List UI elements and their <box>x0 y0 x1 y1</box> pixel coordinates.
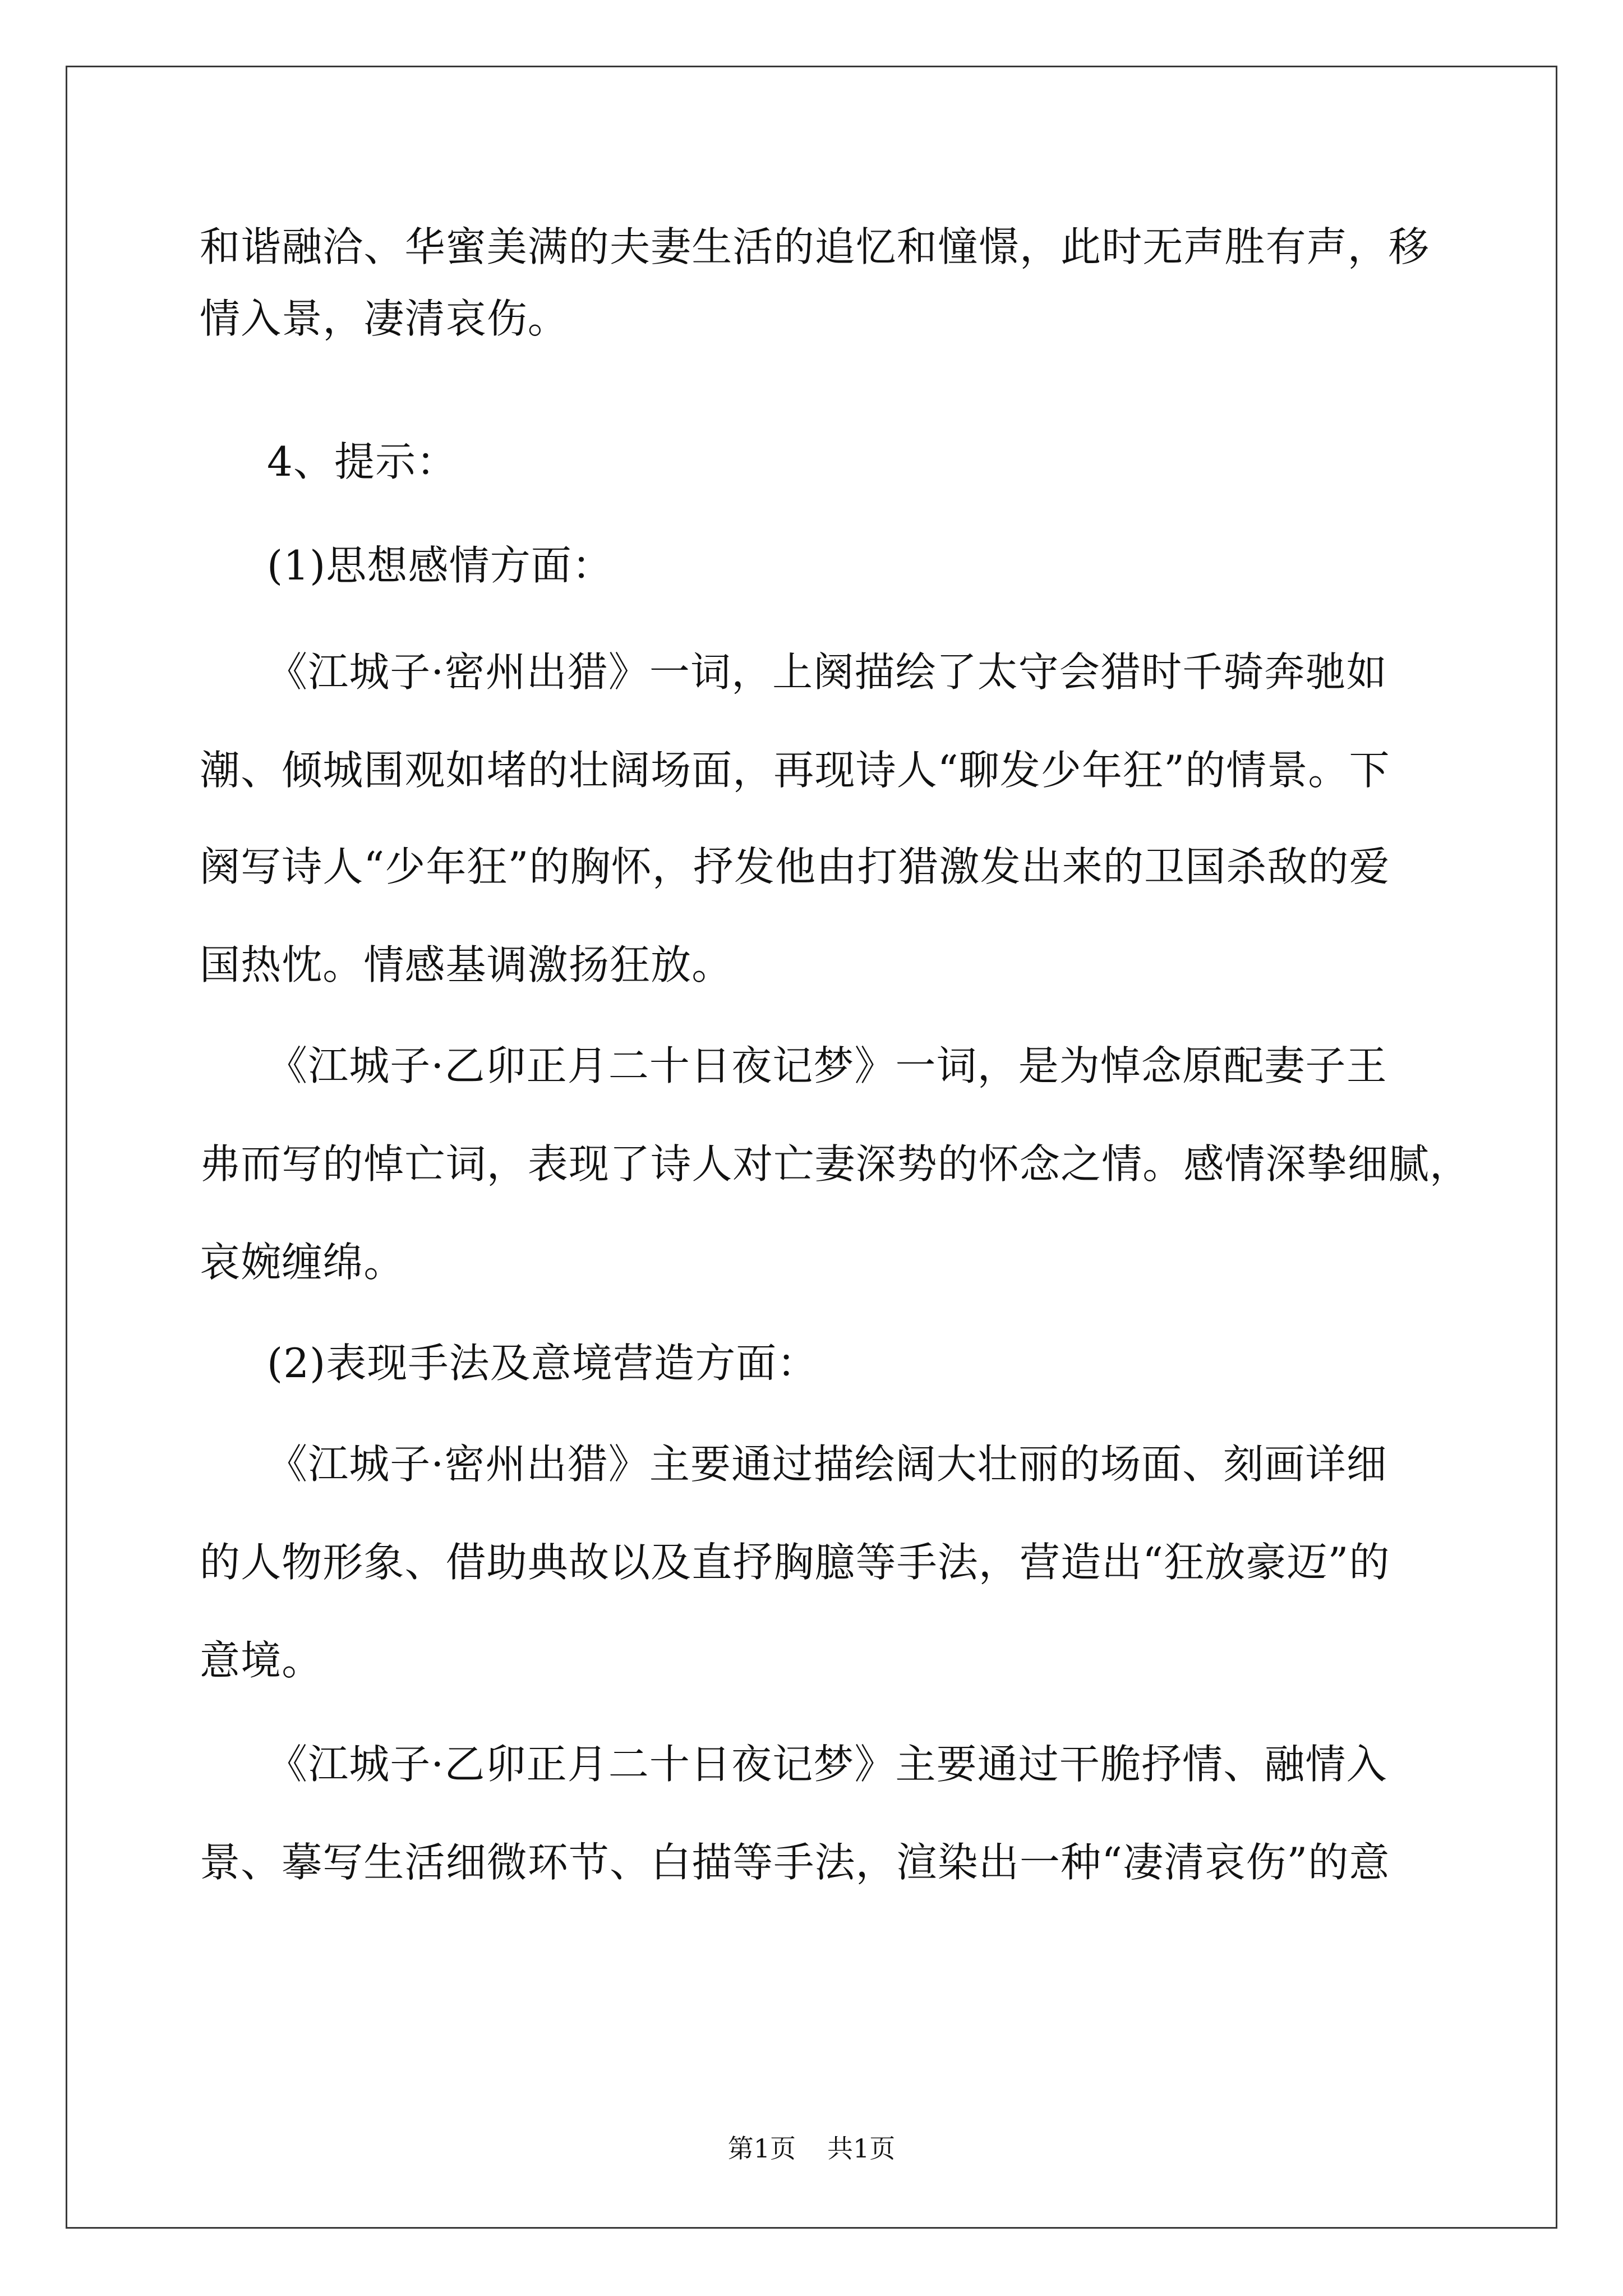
text-line: 阕写诗人“少年狂”的胸怀，抒发他由打猎激发出来的卫国杀敌的爱 <box>200 843 1390 890</box>
section-heading: 4、提示： <box>267 438 458 485</box>
subsection-heading: (1)思想感情方面： <box>267 542 613 589</box>
text-line: 潮、倾城围观如堵的壮阔场面，再现诗人“聊发少年狂”的情景。下 <box>200 747 1390 794</box>
text-line: 景、摹写生活细微环节、白描等手法，渲染出一种“凄清哀伤”的意 <box>200 1839 1390 1886</box>
text-line: 《江城子·密州出猎》主要通过描绘阔大壮丽的场面、刻画详细 <box>267 1441 1387 1488</box>
page-number-total: 共1页 <box>827 2133 896 2164</box>
text-line: 弗而写的悼亡词，表现了诗人对亡妻深势的怀念之情。感情深挚细腻， <box>200 1140 1471 1188</box>
text-line: 哀婉缠绵。 <box>200 1239 405 1286</box>
text-line: 情入景，凄清哀伤。 <box>200 295 569 342</box>
text-line: 和谐融洽、华蜜美满的夫妻生活的追忆和憧憬，此时无声胜有声，移 <box>200 223 1430 270</box>
text-line: 意境。 <box>200 1637 323 1684</box>
page-number-current: 第1页 <box>727 2133 796 2164</box>
text-line: 国热忱。情感基调激扬狂放。 <box>200 941 733 988</box>
subsection-heading: (2)表现手法及意境营造方面： <box>267 1340 818 1387</box>
page-footer <box>0 2132 1623 2165</box>
text-line: 的人物形象、借助典故以及直抒胸臆等手法，营造出“狂放豪迈”的 <box>200 1539 1390 1586</box>
text-line: 《江城子·乙卯正月二十日夜记梦》主要通过干脆抒情、融情入 <box>267 1741 1387 1788</box>
text-line: 《江城子·乙卯正月二十日夜记梦》一词，是为悼念原配妻子王 <box>267 1042 1387 1089</box>
text-line: 《江城子·密州出猎》一词，上阕描绘了太守会猎时千骑奔驰如 <box>267 648 1387 696</box>
